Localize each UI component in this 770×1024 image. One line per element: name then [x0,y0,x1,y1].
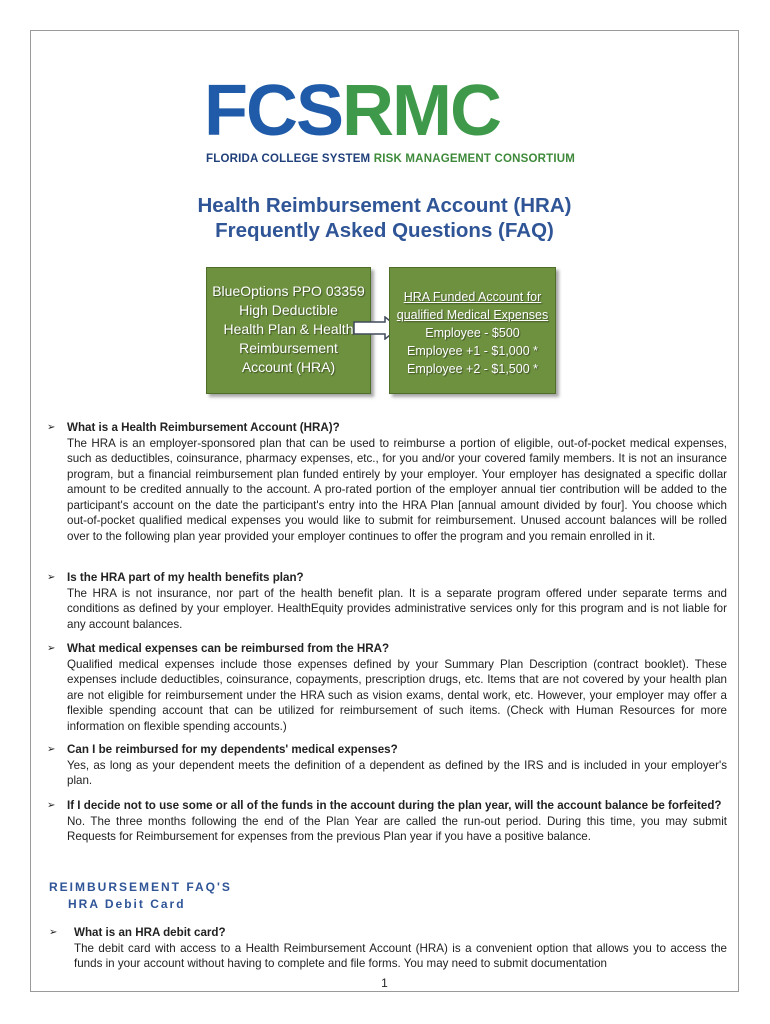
faq-item [47,798,727,845]
page-title [31,193,738,243]
faq-item [47,570,727,632]
hra-funding-box [389,267,556,394]
faq-question: What medical expenses can be reimbursed from the HRA? [67,642,390,655]
arrow-bullet-icon: ➢ [47,643,56,654]
arrow-bullet-icon: ➢ [47,422,56,433]
faq-answer: The debit card with access to a Health Reimbursement Account (HRA) is a convenient option that allows you to access the funds in your account without having to complete and file forms. You may need to submit documentation [74,941,727,970]
fcsrmc-logo [204,71,574,171]
hra-tier: Employee +1 - $1,000 * [407,344,538,358]
faq-answer: The HRA is not insurance, nor part of the health benefit plan. It is a separate program offered under separate terms and conditions as defined by your employer. HealthEquity provides administrative services only for this program and is not liable for any account balances. [67,586,727,631]
plan-line: Account (HRA) [241,359,336,375]
section-subheading: HRA Debit Card [68,897,186,911]
plan-box [206,267,371,394]
faq-item [47,742,727,789]
plan-line: High Deductible [239,302,338,318]
document-page [30,30,739,992]
faq-question: If I decide not to use some or all of the funds in the account during the plan year, will the account balance be forfeited? [67,799,722,812]
faq-item [47,641,727,734]
logo-wordmark: FCSRMC [204,71,500,151]
page-number: 1 [381,976,388,990]
plan-line: BlueOptions PPO 03359 [212,283,365,299]
faq-question: Is the HRA part of my health benefits plan? [67,571,304,584]
hra-tier: Employee +2 - $1,500 * [407,362,538,376]
faq-answer: The HRA is an employer-sponsored plan that can be used to reimburse a portion of eligible, out-of-pocket medical expenses, such as deductibles, coinsurance, pharmacy expenses, etc., for you and/or your covered family members. It is not an insurance program, but a financial reimbursement plan funded entirely by your employer. Your employer has designated a specific dollar amount to be credited annually to the account. A pro-rated portion of the employer annual tier contribution will be added to the participant's account on the date the participant's entry into the HRA Plan [annual amount divided by four]. You choose which out-of-pocket qualified medical expenses you would like to submit for reimbursement. Unused account balances will be rolled over to the following plan year provided your employer continues to offer the program and you remain enrolled in it. [67,436,727,543]
title-line-1: Health Reimbursement Account (HRA) [197,194,572,217]
hra-box-heading: qualified Medical Expenses [396,308,549,322]
section-heading: REIMBURSEMENT FAQ'S [49,880,232,894]
faq-question: What is an HRA debit card? [74,926,226,939]
faq-answer: Qualified medical expenses include those expenses defined by your Summary Plan Description (contract booklet). These expenses include deductibles, coinsurance, copayments, prescription drugs, etc. Items that are not covered by your health plan are not eligible for reimbursement under the HRA such as vision exams, dental work, etc. However, your employer may offer a flexible spending account that can be utilized for reimbursement of such items. (Check with Human Resources for more information on flexible spending accounts.) [67,657,727,733]
logo-subtitle: FLORIDA COLLEGE SYSTEM RISK MANAGEMENT CONSORTIUM [206,153,576,165]
faq-question: What is a Health Reimbursement Account (HRA)? [67,421,340,434]
plan-line: Health Plan & Health [223,321,354,337]
faq-question: Can I be reimbursed for my dependents' medical expenses? [67,743,398,756]
arrow-bullet-icon: ➢ [49,927,58,938]
faq-item [47,420,727,544]
hra-tier: Employee - $500 [425,326,520,340]
faq-answer: No. The three months following the end of the Plan Year are called the run-out period. During this time, you may submit Requests for Reimbursement for expenses from the previous Plan year if you have a positive balance. [67,814,727,843]
arrow-bullet-icon: ➢ [47,800,56,811]
arrow-bullet-icon: ➢ [47,744,56,755]
faq-item [49,925,727,972]
arrow-bullet-icon: ➢ [47,572,56,583]
hra-box-heading: HRA Funded Account for [403,290,542,304]
faq-answer: Yes, as long as your dependent meets the definition of a dependent as defined by the IRS and is included in your employer's plan. [67,758,727,787]
title-line-2: Frequently Asked Questions (FAQ) [215,219,554,242]
plan-line: Reimbursement [239,340,338,356]
